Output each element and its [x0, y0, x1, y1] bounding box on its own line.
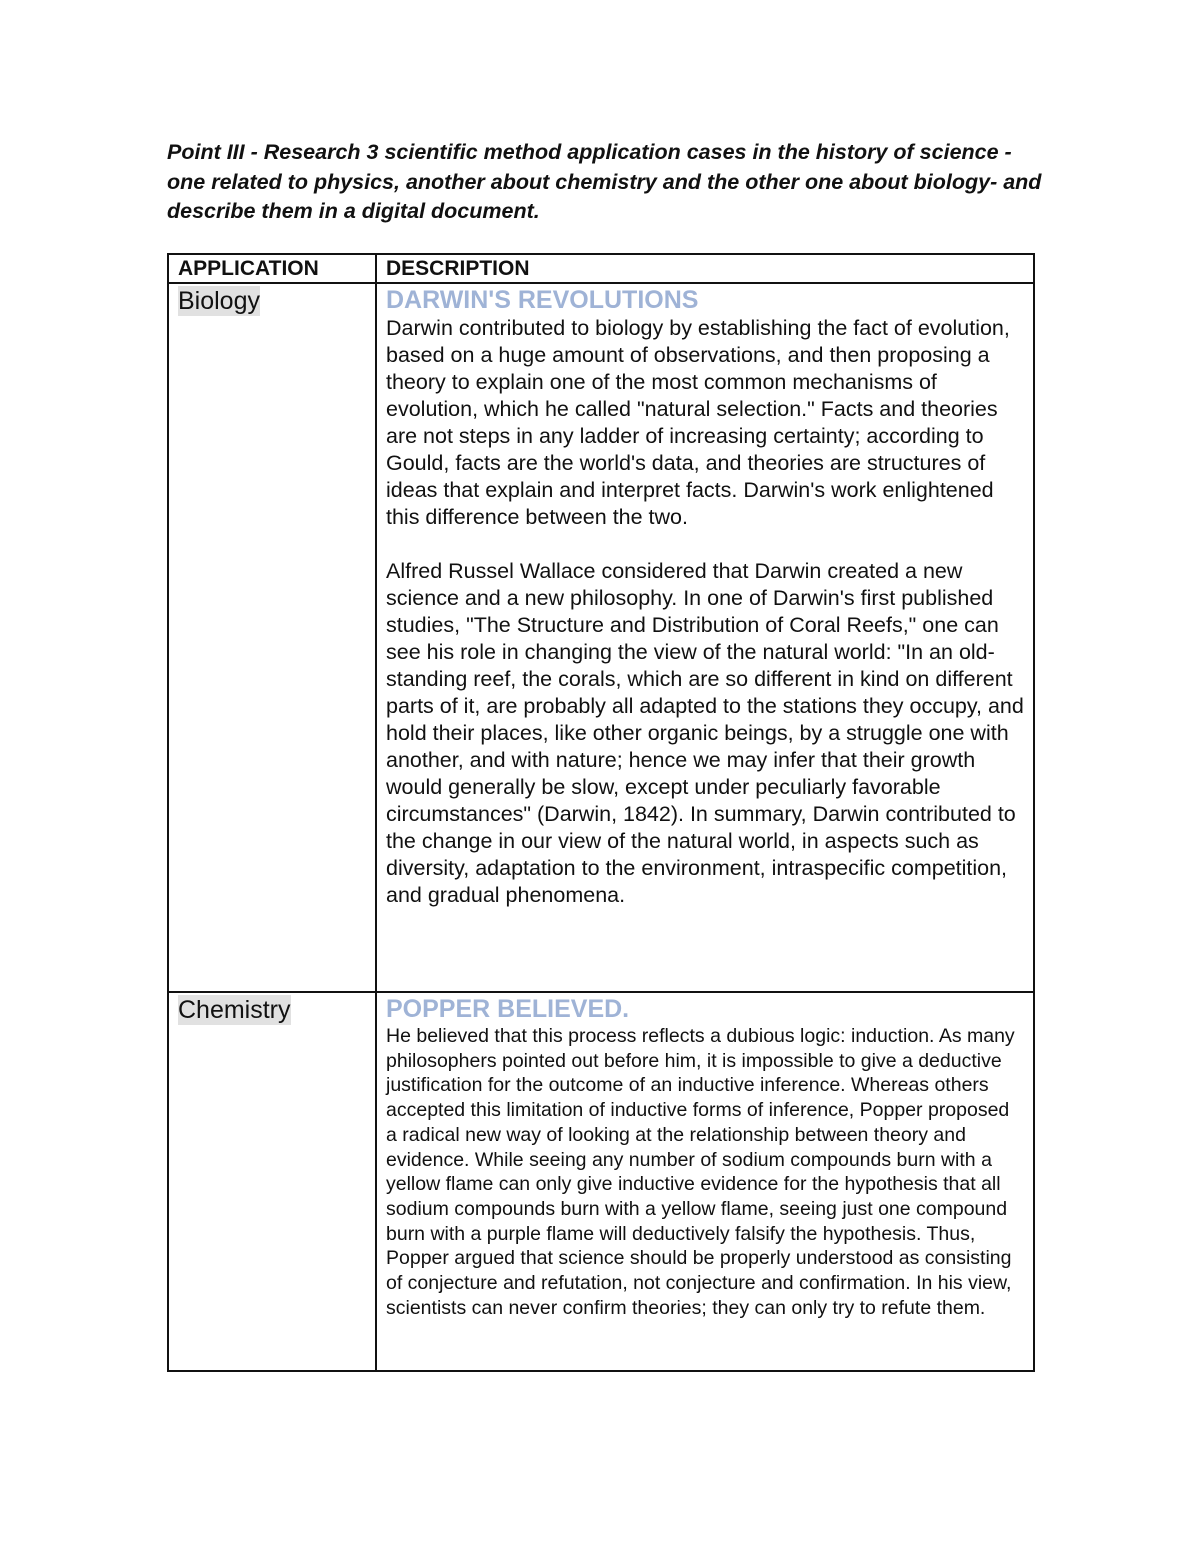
table-row	[168, 992, 1034, 1371]
section-title: DARWIN'S REVOLUTIONS	[386, 286, 699, 314]
section-title: POPPER BELIEVED.	[386, 995, 630, 1023]
table-row	[168, 283, 1034, 992]
application-cell	[168, 992, 376, 1371]
description-cell	[376, 992, 1034, 1371]
description-paragraph: Alfred Russel Wallace considered that Darwin created a new science and a new philosophy. In one of Darwin's first published studies, "The Structure and Distribution of Coral Reefs," one can see his role in changing the view of the natural world: "In an old-standing reef, the corals, which are so different in kind on different parts of it, are probably all adapted to the stations they occupy, and hold their places, like other organic beings, by a struggle one with another, and with nature; hence we may infer that their growth would generally be slow, except under peculiarly favorable circumstances" (Darwin, 1842). In summary, Darwin contributed to the change in our view of the natural world, in aspects such as diversity, adaptation to the environment, intraspecific competition, and gradual phenomena.	[386, 559, 1024, 907]
table-header-row	[168, 254, 1034, 283]
intro-text: Point III - Research 3 scientific method application cases in the history of science - one related to physics, another about chemistry and the other one about biology- and describe them in a digital document.	[167, 140, 1042, 223]
applications-table	[167, 253, 1035, 1372]
description-paragraph: Darwin contributed to biology by establishing the fact of evolution, based on a huge amount of observations, and then proposing a theory to explain one of the most common mechanisms of evolution, which he called "natural selection." Facts and theories are not steps in any ladder of increasing certainty; according to Gould, facts are the world's data, and theories are structures of ideas that explain and interpret facts. Darwin's work enlightened this difference between the two.	[386, 316, 1010, 529]
application-label: Chemistry	[178, 996, 291, 1024]
application-label: Biology	[178, 287, 260, 315]
header-description: DESCRIPTION	[376, 254, 1034, 283]
header-application: APPLICATION	[168, 254, 376, 283]
application-cell	[168, 283, 376, 992]
description-paragraph: He believed that this process reflects a dubious logic: induction. As many philosophers pointed out before him, it is impossible to give a deductive justification for the outcome of an inductive inference. Whereas others accepted this limitation of inductive forms of inference, Popper proposed a radical new way of looking at the relationship between theory and evidence. While seeing any number of sodium compounds burn with a yellow flame can only give inductive evidence for the hypothesis that all sodium compounds burn with a yellow flame, seeing just one compound burn with a purple flame will deductively falsify the hypothesis. Thus, Popper argued that science should be properly understood as consisting of conjecture and refutation, not conjecture and confirmation. In his view, scientists can never confirm theories; they can only try to refute them.	[386, 1025, 1015, 1319]
description-cell	[376, 283, 1034, 992]
